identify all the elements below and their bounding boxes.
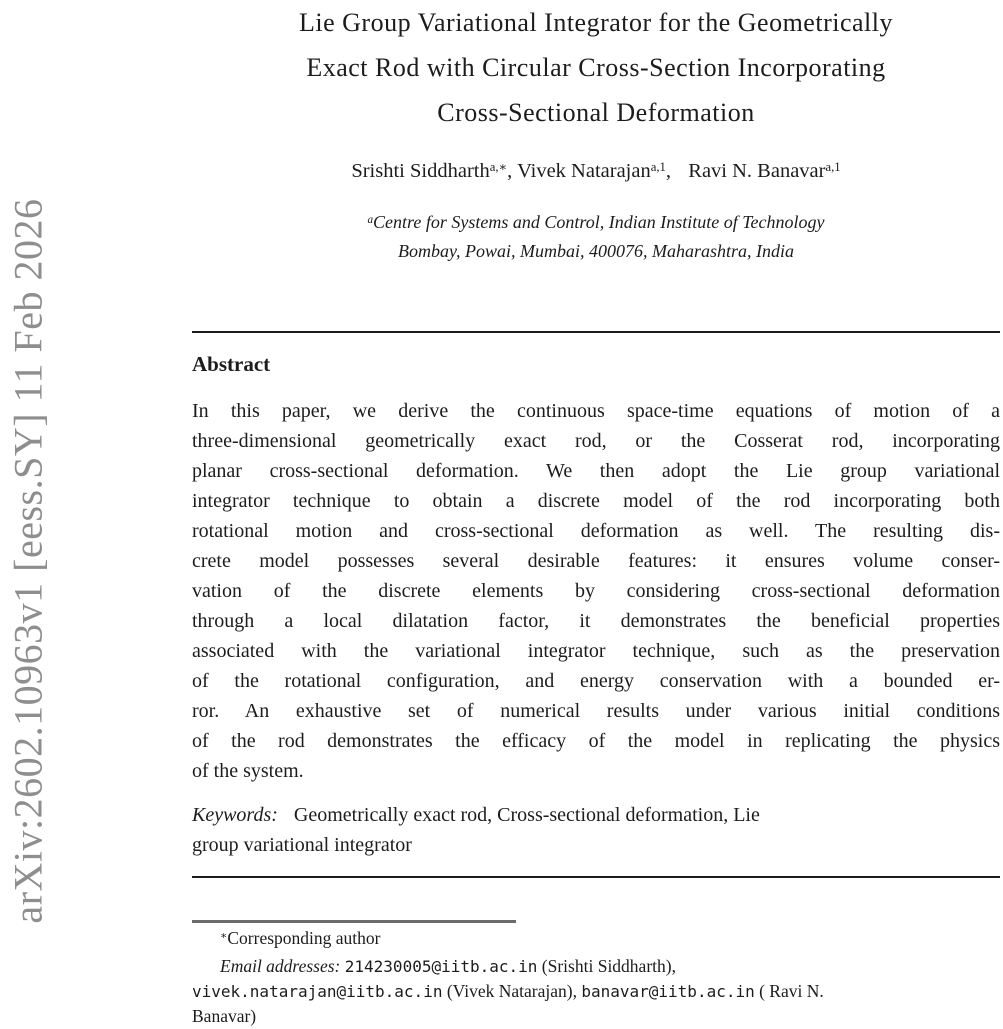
author-separator-2: , — [665, 160, 677, 182]
corresponding-author-note — [192, 926, 1000, 954]
affiliation-line-1 — [192, 209, 1000, 238]
email-owner-3: ( Ravi N. — [754, 981, 824, 1001]
abstract-line: rotational motion and cross-sectional deformation as well. The resulting dis- — [192, 520, 1000, 542]
author-affmark-3: a,1 — [825, 160, 841, 175]
abstract-line: crete model possesses several desirable features: it ensures volume conser- — [192, 550, 1000, 572]
title-line-3: Cross-Sectional Deformation — [437, 98, 755, 127]
affiliation-line-2: Bombay, Powai, Mumbai, 400076, Maharashtra, India — [398, 241, 794, 261]
email-address-2: vivek.natarajan@iitb.ac.in — [192, 982, 443, 1001]
author-name-1: Srishti Siddharth — [351, 160, 490, 182]
abstract-bottom-rule — [192, 876, 1000, 878]
footnote-marker: ∗ — [220, 930, 228, 943]
affiliation-text-1: Centre for Systems and Control, Indian Institute of Technology — [373, 212, 825, 232]
title-line-2: Exact Rod with Circular Cross-Section Incorporating — [306, 53, 886, 82]
author-name-2: Vivek Natarajan — [517, 160, 651, 182]
email-owner-2: (Vivek Natarajan), — [442, 981, 582, 1001]
abstract-line: of the system. — [192, 760, 304, 782]
abstract-line: associated with the variational integrator technique, such as the preservation — [192, 640, 1000, 662]
keywords-label: Keywords: — [192, 804, 278, 826]
affiliation — [192, 209, 1000, 264]
abstract-line: three-dimensional geometrically exact rod, or the Cosserat rod, incorporating — [192, 430, 1000, 452]
email-address-1: 214230005@iitb.ac.in — [344, 957, 538, 976]
footnote-rule — [192, 920, 516, 923]
affiliation-mark: a — [367, 213, 374, 226]
author-name-3: Ravi N. Banavar — [688, 160, 826, 182]
arxiv-watermark: arXiv:2602.10963v1 [eess.SY] 11 Feb 2026 — [5, 198, 51, 924]
author-affmark-2: a,1 — [650, 160, 666, 175]
abstract-body — [192, 396, 1000, 786]
abstract-line: ror. An exhaustive set of numerical results under various initial conditions — [192, 700, 1000, 722]
author-affmark-1: a,∗ — [489, 160, 508, 175]
abstract-top-rule — [192, 331, 1000, 333]
keywords-line-2: group variational integrator — [192, 834, 412, 856]
email-line-3: Banavar) — [192, 1006, 257, 1026]
keywords-block — [192, 800, 1000, 860]
abstract-line: of the rod demonstrates the efficacy of the model in replicating the physics — [192, 730, 1000, 752]
footnote-block — [192, 926, 1000, 1029]
abstract-line: vation of the discrete elements by considering cross-sectional deformation — [192, 580, 1000, 602]
abstract-line: through a local dilatation factor, it demonstrates the beneficial properties — [192, 610, 1000, 632]
abstract-line: of the rotational configuration, and energy conservation with a bounded er- — [192, 670, 1000, 692]
keywords-text-1: Geometrically exact rod, Cross-sectional deformation, Lie — [293, 804, 760, 826]
corresponding-author-text: Corresponding author — [227, 928, 381, 948]
abstract-line: planar cross-sectional deformation. We then adopt the Lie group variational — [192, 460, 1000, 482]
email-owner-1: (Srishti Siddharth), — [537, 956, 676, 976]
author-list — [192, 160, 1000, 183]
abstract-line: In this paper, we derive the continuous space-time equations of motion of a — [192, 400, 1000, 422]
email-line-1 — [192, 954, 1000, 979]
abstract-line: integrator technique to obtain a discrete model of the rod incorporating both — [192, 490, 1000, 512]
abstract-heading: Abstract — [192, 352, 271, 376]
author-separator-1: , — [507, 160, 518, 182]
email-address-3: banavar@iitb.ac.in — [581, 982, 755, 1001]
email-line-2 — [192, 979, 1000, 1004]
keywords-line-1 — [192, 800, 1000, 830]
email-addresses-label: Email addresses: — [220, 956, 341, 976]
title-line-1: Lie Group Variational Integrator for the Geometrically — [299, 8, 893, 37]
page-title — [192, 0, 1000, 135]
